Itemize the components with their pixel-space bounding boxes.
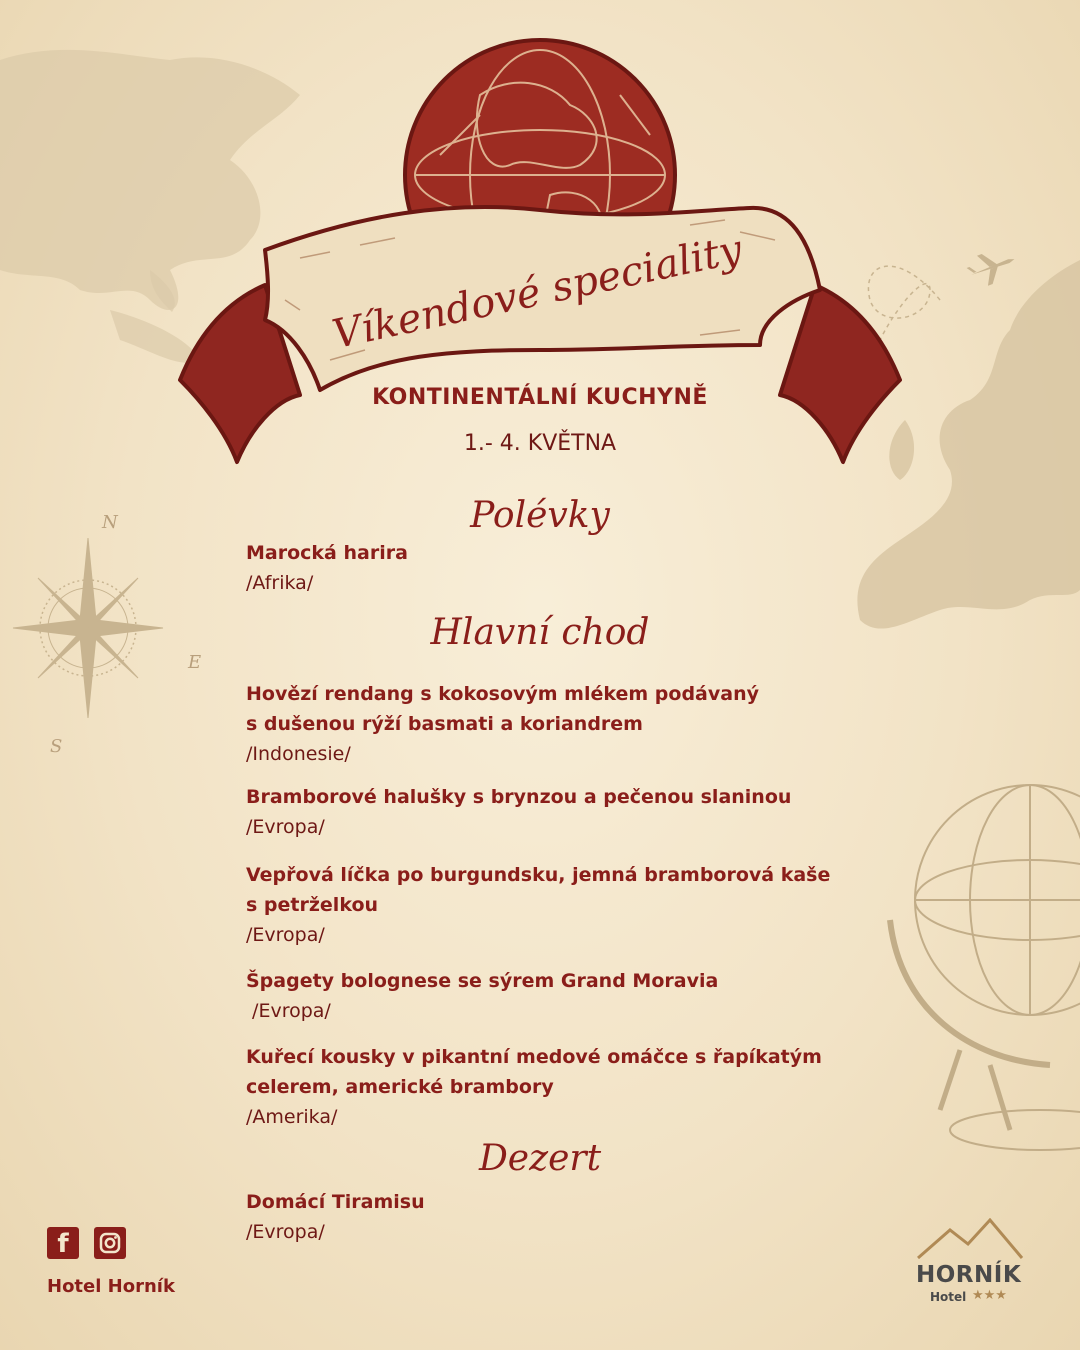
mountain-logo-icon — [910, 1218, 1030, 1264]
instagram-icon[interactable] — [94, 1227, 126, 1259]
compass-letter-e: E — [188, 652, 202, 673]
menu-subtitle: KONTINENTÁLNÍ KUCHYNĚ — [372, 385, 708, 410]
instagram-glyph — [94, 1227, 126, 1259]
asia-map — [0, 50, 300, 310]
menu-item — [246, 860, 886, 950]
menu-dates: 1.- 4. KVĚTNA — [463, 431, 617, 456]
menu-item-name: Špagety bolognese se sýrem Grand Moravia — [246, 970, 719, 992]
menu-item — [246, 1042, 886, 1132]
airplane-icon — [964, 244, 1020, 290]
menu-item-origin: /Amerika/ — [246, 1106, 338, 1128]
menu-item-origin: /Evropa/ — [246, 816, 325, 838]
menu-item-origin: /Evropa/ — [246, 1000, 331, 1022]
menu-item-name: Domácí Tiramisu — [246, 1191, 425, 1213]
section-title-soups: Polévky — [470, 495, 610, 536]
menu-item — [246, 966, 886, 1026]
logo-name: HORNÍK — [916, 1262, 1022, 1288]
menu-item-origin: /Evropa/ — [246, 924, 325, 946]
menu-item-origin: /Afrika/ — [246, 572, 314, 594]
hotel-logo — [910, 1218, 1030, 1308]
compass-letter-s: S — [50, 736, 63, 757]
logo-stars: ★★★ — [972, 1288, 1007, 1303]
menu-item-origin: /Indonesie/ — [246, 743, 351, 765]
section-title-dessert: Dezert — [478, 1138, 602, 1179]
section-title-mains: Hlavní chod — [430, 612, 650, 653]
menu-item — [246, 782, 886, 842]
hotel-name: Hotel Horník — [47, 1276, 175, 1297]
menu-item-name: Vepřová líčka po burgundsku, jemná bramborová kaše s petrželkou — [246, 864, 831, 916]
logo-sub: Hotel — [930, 1290, 967, 1304]
menu-item-name: Kuřecí kousky v pikantní medové omáčce s řapíkatým celerem, americké brambory — [246, 1046, 822, 1098]
ribbon-banner — [180, 207, 900, 462]
menu-item-name: Bramborové halušky s brynzou a pečenou slaninou — [246, 786, 792, 808]
facebook-icon[interactable]: f — [47, 1227, 79, 1259]
compass-letter-n: N — [102, 512, 118, 533]
menu-item — [246, 538, 886, 598]
banner-title: Víkendové speciality — [328, 226, 747, 359]
menu-item-name: Hovězí rendang s kokosovým mlékem podávaný s dušenou rýží basmati a koriandrem — [246, 683, 759, 735]
menu-item — [246, 679, 886, 769]
globe-sketch-icon — [890, 785, 1080, 1150]
menu-item-name: Marocká harira — [246, 542, 408, 564]
menu-item-origin: /Evropa/ — [246, 1221, 325, 1243]
menu-item — [246, 1187, 886, 1247]
